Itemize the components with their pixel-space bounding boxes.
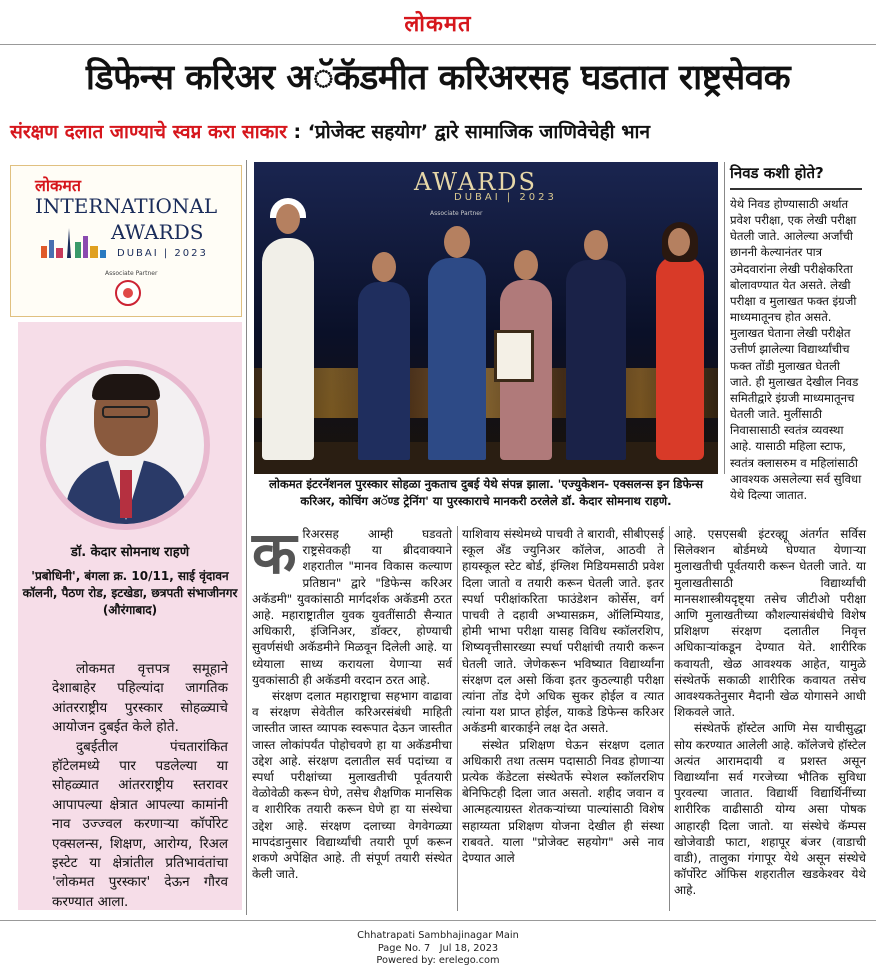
column-divider: [457, 526, 458, 911]
article-column-3: [674, 526, 866, 899]
left-story-para1: लोकमत वृत्तपत्र समूहाने देशाबाहेर पहिल्यांदा जागतिक आंतरराष्ट्रीय पुरस्कार सोहळ्याचे आयोजन दुबईत केले होते.: [52, 661, 228, 736]
award-brand: लोकमत: [35, 176, 81, 195]
footer-powered: Powered by: erelego.com: [376, 955, 500, 966]
article-para: संस्थेतर्फे हॉस्टेल आणि मेस याचीसुद्धा सोय करण्यात आलेली आहे. कॉलेजचे हॉस्टेल अत्यंत आरामदायी व प्रशस्त असून विद्यार्थ्यांना सर्व गरजेच्या भौतिक सुविधा पुरवल्या जातात. विद्यार्थी विद्यार्थिनींच्या शारीरिक वाढीसाठी योग्य असा पोषक आहारही दिला जातो. या संस्थेचे कॅम्पस खोजेवाडी फाटा, शहापूर बंजर (वाडाची वाडी), तालुका गंगापूर येथे असून संस्थेचे कॉर्पोरेट ऑफिस शहरातील खडकेश्वर येथे आहे.: [674, 721, 866, 898]
sidebar-divider: [724, 162, 725, 474]
sidebar-heading: निवड कशी होते?: [730, 162, 862, 190]
partner-emblem-icon: [115, 280, 141, 306]
drop-cap: क: [252, 519, 297, 587]
person-figure: [258, 198, 318, 460]
award-line1: INTERNATIONAL: [35, 194, 218, 218]
profile-name: डॉ. केदार सोमनाथ राहणे: [70, 545, 190, 560]
backdrop-partner: Associate Partner: [430, 210, 483, 217]
profile-photo: [40, 360, 210, 530]
footer-edition: Chhatrapati Sambhajinagar Main: [357, 930, 519, 941]
article-column-2: [462, 526, 664, 866]
article-column-1: [252, 519, 452, 882]
subhead-right: : ‘प्रोजेक्ट सहयोग’ द्वारे सामाजिक जाणिवेचेही भान: [293, 121, 651, 143]
sidebar: [730, 162, 862, 503]
left-story: [52, 660, 228, 912]
left-story-para2: दुबईतील पंचतारांकित हॉटेलमध्ये पार पडलेल्या या सोहळ्यात आंतरराष्ट्रीय स्तरावर आपापल्या क्षेत्रात आपल्या कामांनी नाव उज्ज्वल करणाऱ्या कॉर्पोरेट एक्सलन्स, शिक्षण, आरोग्य, रिअल इस्टेट या क्षेत्रांतील प्रतिभावंतांचा 'लोकमत पुरस्कार' देऊन गौरव करण्यात आला.: [52, 738, 228, 910]
award-location: DUBAI | 2023: [117, 248, 208, 259]
article-para: संरक्षण दलात महाराष्ट्राचा सहभाग वाढावा व संरक्षण सेवेतील करिअरसंबंधी माहिती जास्तीत जास्त व्यापक स्वरूपात देऊन जास्तीत जास्त लोकांपर्यंत पोहोचवणे हा या अकॅडमीचा उद्देश आहे. संरक्षण दलातील सर्व पदांच्या व स्पर्धा परीक्षांच्या मुलाखतीची पूर्वतयारी वेळोवेळी करून घेणे, तसेच शैक्षणिक मानसिक व शारीरिक तयारी करून घेणे हा या संस्थेचा उद्देश आहे. संरक्षण दलाच्या वेगवेगळ्या मापदंडानुसार विद्यार्थ्यांची तयारी पूर्ण करून शकणे अपेक्षित आहे. ती संपूर्ण तयारी संस्थेत केली जाते.: [252, 689, 452, 882]
column-divider: [669, 526, 670, 911]
award-partner: Associate Partner: [105, 270, 158, 277]
award-line2: AWARDS: [111, 220, 204, 244]
person-figure: [566, 228, 626, 460]
backdrop-subtitle: DUBAI | 2023: [454, 192, 557, 203]
award-logo-box: [10, 165, 242, 317]
footer-page: Page No. 7 Jul 18, 2023: [377, 942, 499, 954]
article-para: आहे. एसएसबी इंटरव्ह्यू अंतर्गत सर्विस सिलेक्शन बोर्डमध्ये घेण्यात येणाऱ्या मुलाखतीची पूर्वतयारी करून घेतली जाते. या मुलाखतीसाठी विद्यार्थ्यांची मानसशास्त्रीयदृष्ट्या तसेच जीटीओ परीक्षा आणि मुलाखतीच्या कौशल्यासंबंधीचे विशेष प्रशिक्षण संरक्षण दलातील निवृत्त अधिकाऱ्यांकडून देण्यात येते. शारीरिक कवायती, खेळ आवश्यक आहेत, यामुळे संस्थेतर्फे सकाळी शारीरिक कवायत तसेच आवश्यकतेनुसार मैदानी खेळ योगासने आधी शिकवले जाते.: [674, 527, 866, 720]
skyline-icon: [39, 228, 109, 258]
person-figure: [652, 222, 708, 460]
person-figure: [496, 246, 556, 460]
person-figure: [428, 224, 486, 460]
article-para: याशिवाय संस्थेमध्ये पाचवी ते बारावी, सीबीएसई स्कूल अँड ज्युनिअर कॉलेज, आठवी ते हायस्कूल स्टेट बोर्ड, इंग्लिश मिडियमसाठी प्रवेश दिला जातो व तयारी करून घेतली जाते. इतर स्पर्धा परीक्षांकरिता फाउंडेशन कोर्सेस, वर्ग पाचवी ते दहावी अभ्यासक्रम, ऑलिम्पियाड, होमी भाभा परीक्षा यासह विविध स्कॉलरशिप, शिष्यवृत्तीसारख्या स्पर्धा परीक्षांची तयारी करून घेतली जाते. जेणेकरून भविष्यात विद्यार्थ्यांना संरक्षण दल असो किंवा इतर कुठल्याही परीक्षा त्यांना तोंड देणे अधिक सुकर होईल व त्यात त्यांना यश प्राप्त होईल, याकडे डिफेन्स करिअर अकॅडमी बारकाईने लक्ष देत असते.: [462, 527, 664, 736]
lokmat-logo: लोकमत: [404, 11, 472, 37]
event-photo: [254, 162, 718, 474]
article-para: संस्थेत प्रशिक्षण घेऊन संरक्षण दलात अधिकारी तथा तत्सम पदासाठी निवड होणाऱ्या प्रत्येक कॅडेटला संस्थेतर्फे स्पेशल स्कॉलरशिप बेनिफिटही दिला जात असतो. शहीद जवान व आत्महत्याग्रस्त शेतकऱ्यांच्या पाल्यांसाठी विशेष सहाय्यता प्रशिक्षण योजना देखील ही संस्था राबवते. याला "प्रोजेक्ट सहयोग" असे नाव देण्यात आले: [462, 737, 664, 866]
profile-address: 'प्रबोधिनी', बंगला क्र. 10/11, साई वृंदावन कॉलनी, पैठण रोड, इटखेडा, छत्रपती संभाजीनगर (औरंगाबाद): [22, 569, 238, 617]
article-para: रिअरसह आम्ही घडवतो राष्ट्रसेवकही या ब्रीदवाक्याने शहरातील "मानव विकास कल्याण प्रतिष्ठान" द्वारे "डिफेन्स करिअर अकॅडमी" युवकांसाठी मार्गदर्शक अकॅडमी ठरत आहे. महाराष्ट्रातील युवक युवतींसाठी सैन्यात अधिकारी, इंजिनिअर, डॉक्टर, होण्याची सुवर्णसंधी अकॅडमीने मिळवून दिलेली आहे. या ध्येयाला साध्य करायला येणाऱ्या सर्व युवकांसाठी ही अकॅडमी वरदान ठरत आहे.: [252, 527, 452, 687]
subhead: [10, 118, 870, 144]
masthead: [0, 0, 876, 44]
footer: [0, 920, 876, 968]
top-divider: [0, 44, 876, 45]
person-figure: [358, 250, 410, 460]
left-column-divider: [246, 160, 247, 915]
profile-info: [18, 544, 242, 619]
backdrop-title: AWARDS: [414, 168, 537, 196]
sidebar-body: येथे निवड होण्यासाठी अर्थात प्रवेश परीक्षा, एक लेखी परीक्षा घेतली जाते. आलेल्या अर्जांची छाननी केल्यानंतर पात्र उमेदवारांना लेखी परीक्षेकरिता बोलावण्यात येत असते. लेखी परीक्षा व मुलाखत फक्त इंग्रजी माध्यमातूनच होत असते. मुलाखत घेताना लेखी परीक्षेत उत्तीर्ण झालेल्या विद्यार्थ्यांचीच फक्त तोंडी मुलाखत घेतली जाते. ही मुलाखत देखील निवड समितीद्वारे इंग्रजी माध्यमातूनच घेतली जाते. मुलींसाठी निवासासाठी स्वतंत्र व्यवस्था आहे. यासाठी महिला स्टाफ, स्वतंत्र क्लासरुम व महिलांसाठी आवश्यक असलेल्या सर्व सुविधा येथे दिल्या जातात.: [730, 197, 862, 502]
headline: डिफेन्स करिअर अॅकॅडमीत करिअरसह घडतात राष्ट्रसेवक: [85, 58, 791, 98]
photo-caption: लोकमत इंटरनॅशनल पुरस्कार सोहळा नुकताच दुबई येथे संपन्न झाला. 'एज्युकेशन- एक्सलन्स इन डिफेन्स करिअर, कोचिंग अॅण्ड ट्रेनिंग' या पुरस्काराचे मानकरी ठरलेले डॉ. केदार सोमनाथ राहणे.: [268, 477, 704, 508]
subhead-left: संरक्षण दलात जाण्याचे स्वप्न करा साकार: [10, 121, 287, 143]
